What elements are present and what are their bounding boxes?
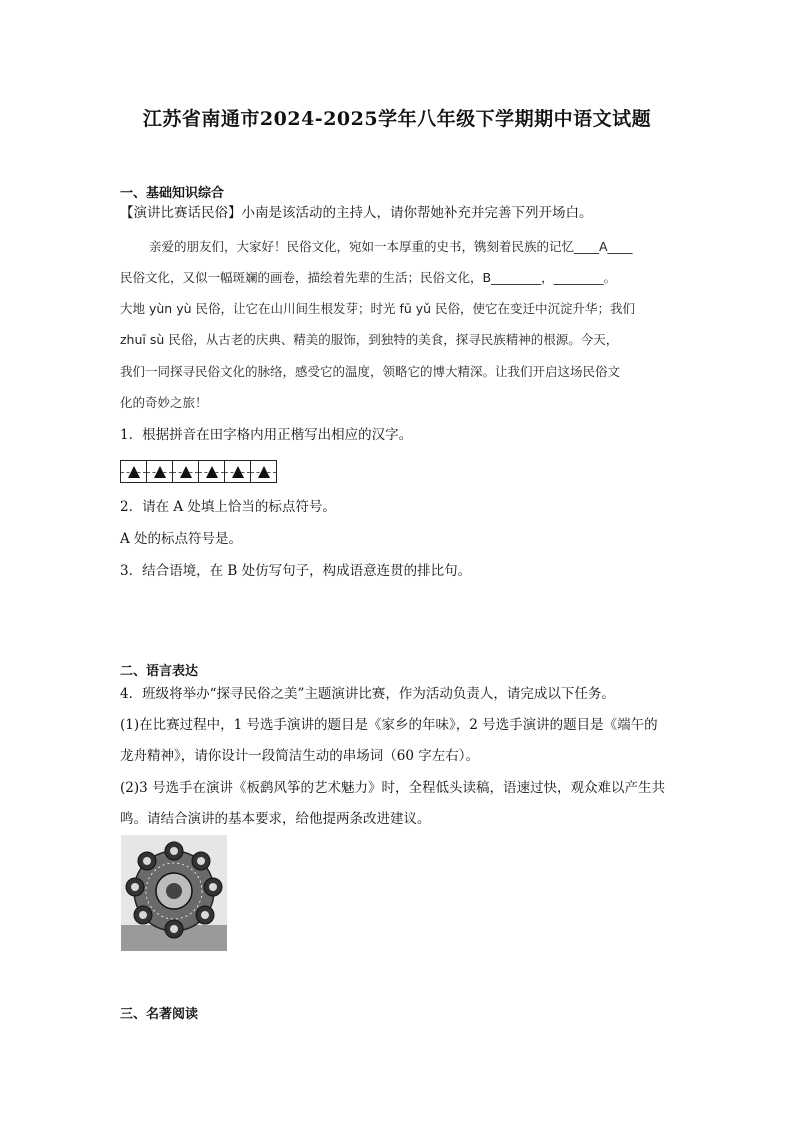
triangle-icon <box>258 466 270 478</box>
triangle-icon <box>128 466 140 478</box>
question-4-1-line-1: (1)在比赛过程中，1 号选手演讲的题目是《家乡的年味》，2 号选手演讲的题目是《端午的 <box>120 717 658 733</box>
tianzige-cell[interactable] <box>172 460 199 483</box>
passage-line-3: 大地 yùn yù 民俗，让它在山川间生根发芽；时光 fū yǔ 民俗，使它在变迁中沉淀升华；我们 <box>120 301 636 316</box>
passage-line-4: zhuī sù 民俗，从古老的庆典、精美的服饰，到独特的美食，探寻民族精神的根源。今天， <box>120 332 619 347</box>
question-4-1-line-2: 龙舟精神》，请你设计一段简洁生动的串场词（60 字左右）。 <box>120 748 479 764</box>
passage-line-6: 化的奇妙之旅！ <box>120 395 208 410</box>
tianzige-cell[interactable] <box>250 460 277 483</box>
intro-line: 【演讲比赛话民俗】小南是该活动的主持人，请你帮她补充并完善下列开场白。 <box>120 205 593 221</box>
section-heading-2: 二、语言表达 <box>120 664 199 679</box>
question-4-2-line-2: 鸣。请结合演讲的基本要求，给他提两条改进建议。 <box>120 811 431 827</box>
page-title: 江苏省南通市2024-2025学年八年级下学期期中语文试题 <box>142 108 652 130</box>
triangle-icon <box>206 466 218 478</box>
question-4-2-line-1: (2)3 号选手在演讲《板鹞风筝的艺术魅力》时，全程低头读稿，语速过快，观众难以产生共 <box>120 780 666 796</box>
passage-line-5: 我们一同探寻民俗文化的脉络，感受它的温度，领略它的博大精深。让我们开启这场民俗文 <box>120 364 621 379</box>
passage-line-1: 亲爱的朋友们，大家好！民俗文化，宛如一本厚重的史书，镌刻着民族的记忆____A____ <box>149 239 633 254</box>
question-4: 4．班级将举办“探寻民俗之美”主题演讲比赛，作为活动负责人，请完成以下任务。 <box>120 686 615 702</box>
triangle-icon <box>154 466 166 478</box>
section-heading-3: 三、名著阅读 <box>120 1007 199 1022</box>
triangle-icon <box>232 466 244 478</box>
tianzige-grid[interactable] <box>120 460 276 483</box>
question-1: 1．根据拼音在田字格内用正楷写出相应的汉字。 <box>120 427 413 443</box>
question-2: 2．请在 A 处填上恰当的标点符号。 <box>120 499 336 515</box>
tianzige-cell[interactable] <box>198 460 225 483</box>
question-2-answer: A 处的标点符号是。 <box>120 531 243 547</box>
tianzige-cell[interactable] <box>146 460 173 483</box>
tianzige-cell[interactable] <box>120 460 147 483</box>
passage-line-2: 民俗文化，又似一幅斑斓的画卷，描绘着先辈的生活；民俗文化，B________，________。 <box>120 270 617 285</box>
triangle-icon <box>180 466 192 478</box>
section-heading-1: 一、基础知识综合 <box>120 186 225 201</box>
kite-photo-icon <box>121 835 227 951</box>
question-3: 3．结合语境，在 B 处仿写句子，构成语意连贯的排比句。 <box>120 563 472 579</box>
tianzige-cell[interactable] <box>224 460 251 483</box>
